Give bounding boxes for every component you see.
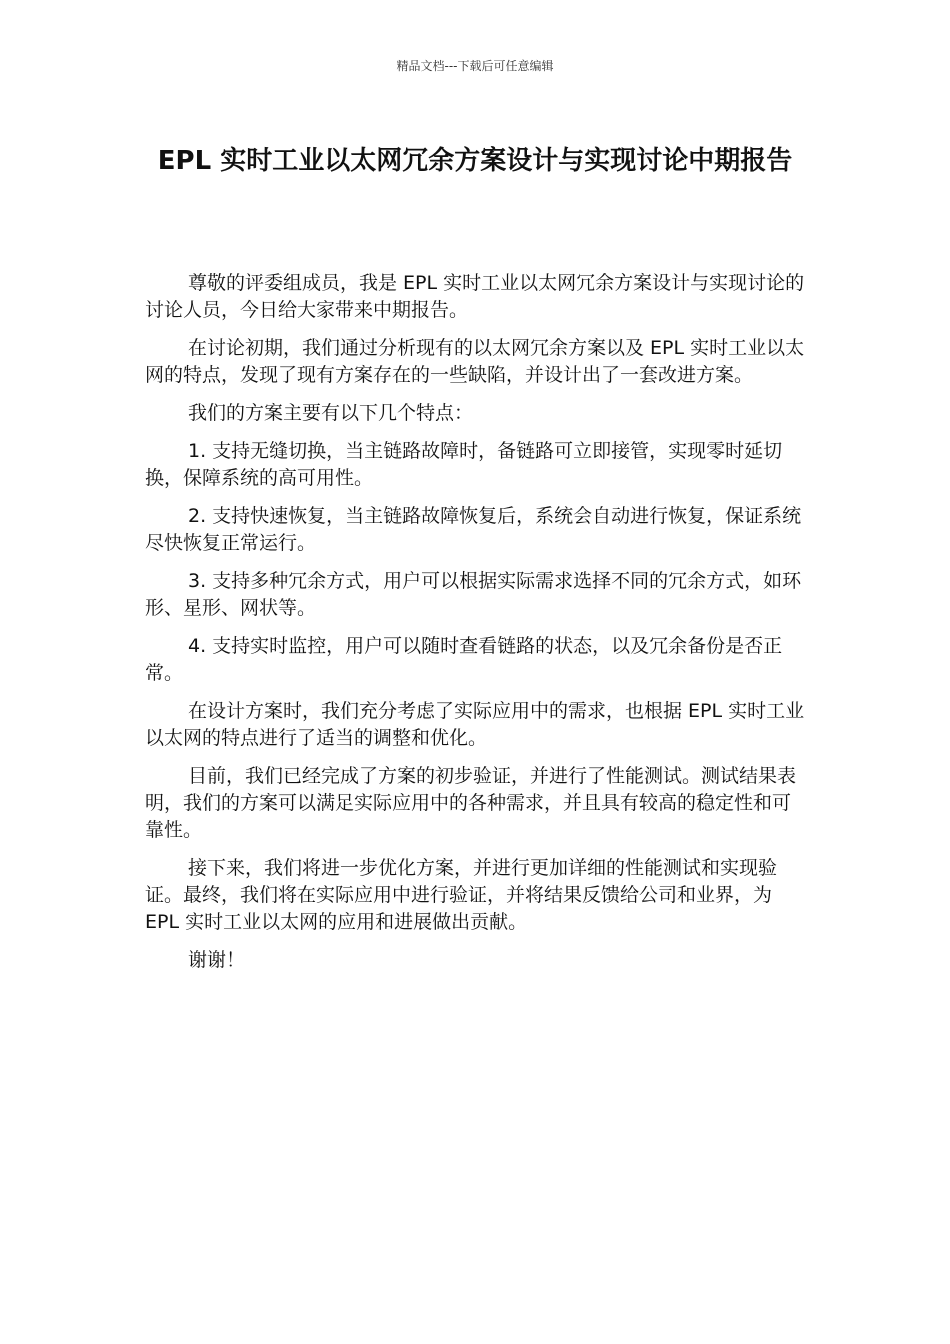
paragraph-features-intro: 我们的方案主要有以下几个特点： xyxy=(188,402,474,424)
paragraph-feature-4: 4. 支持实时监控，用户可以随时查看链路的状态，以及冗余备份是否正常。 xyxy=(145,635,783,684)
paragraph-early-research: 在讨论初期，我们通过分析现有的以太网冗余方案以及 EPL 实时工业以太网的特点，发现了现有方案存在的一些缺陷，并设计出了一套改进方案。 xyxy=(145,337,805,386)
header-note: 精品文档---下载后可任意编辑 xyxy=(396,59,554,73)
document-title: EPL 实时工业以太网冗余方案设计与实现讨论中期报告 xyxy=(157,146,793,176)
paragraph-next-steps: 接下来，我们将进一步优化方案，并进行更加详细的性能测试和实现验证。最终，我们将在实际应用中进行验证，并将结果反馈给公司和业界，为 EPL 实时工业以太网的应用和进展做出贡献。 xyxy=(145,857,778,933)
paragraph-progress: 目前，我们已经完成了方案的初步验证，并进行了性能测试。测试结果表明，我们的方案可以满足实际应用中的各种需求，并且具有较高的稳定性和可靠性。 xyxy=(145,765,797,841)
document-body xyxy=(145,270,805,985)
paragraph-feature-1: 1. 支持无缝切换，当主链路故障时，备链路可立即接管，实现零时延切换，保障系统的高可用性。 xyxy=(145,440,783,489)
paragraph-greeting: 尊敬的评委组成员，我是 EPL 实时工业以太网冗余方案设计与实现讨论的讨论人员，今日给大家带来中期报告。 xyxy=(145,272,805,321)
paragraph-thanks: 谢谢！ xyxy=(188,949,246,971)
paragraph-feature-3: 3. 支持多种冗余方式，用户可以根据实际需求选择不同的冗余方式，如环形、星形、网状等。 xyxy=(145,570,802,619)
paragraph-feature-2: 2. 支持快速恢复，当主链路故障恢复后，系统会自动进行恢复，保证系统尽快恢复正常运行。 xyxy=(145,505,802,554)
paragraph-design: 在设计方案时，我们充分考虑了实际应用中的需求，也根据 EPL 实时工业以太网的特点进行了适当的调整和优化。 xyxy=(145,700,805,749)
